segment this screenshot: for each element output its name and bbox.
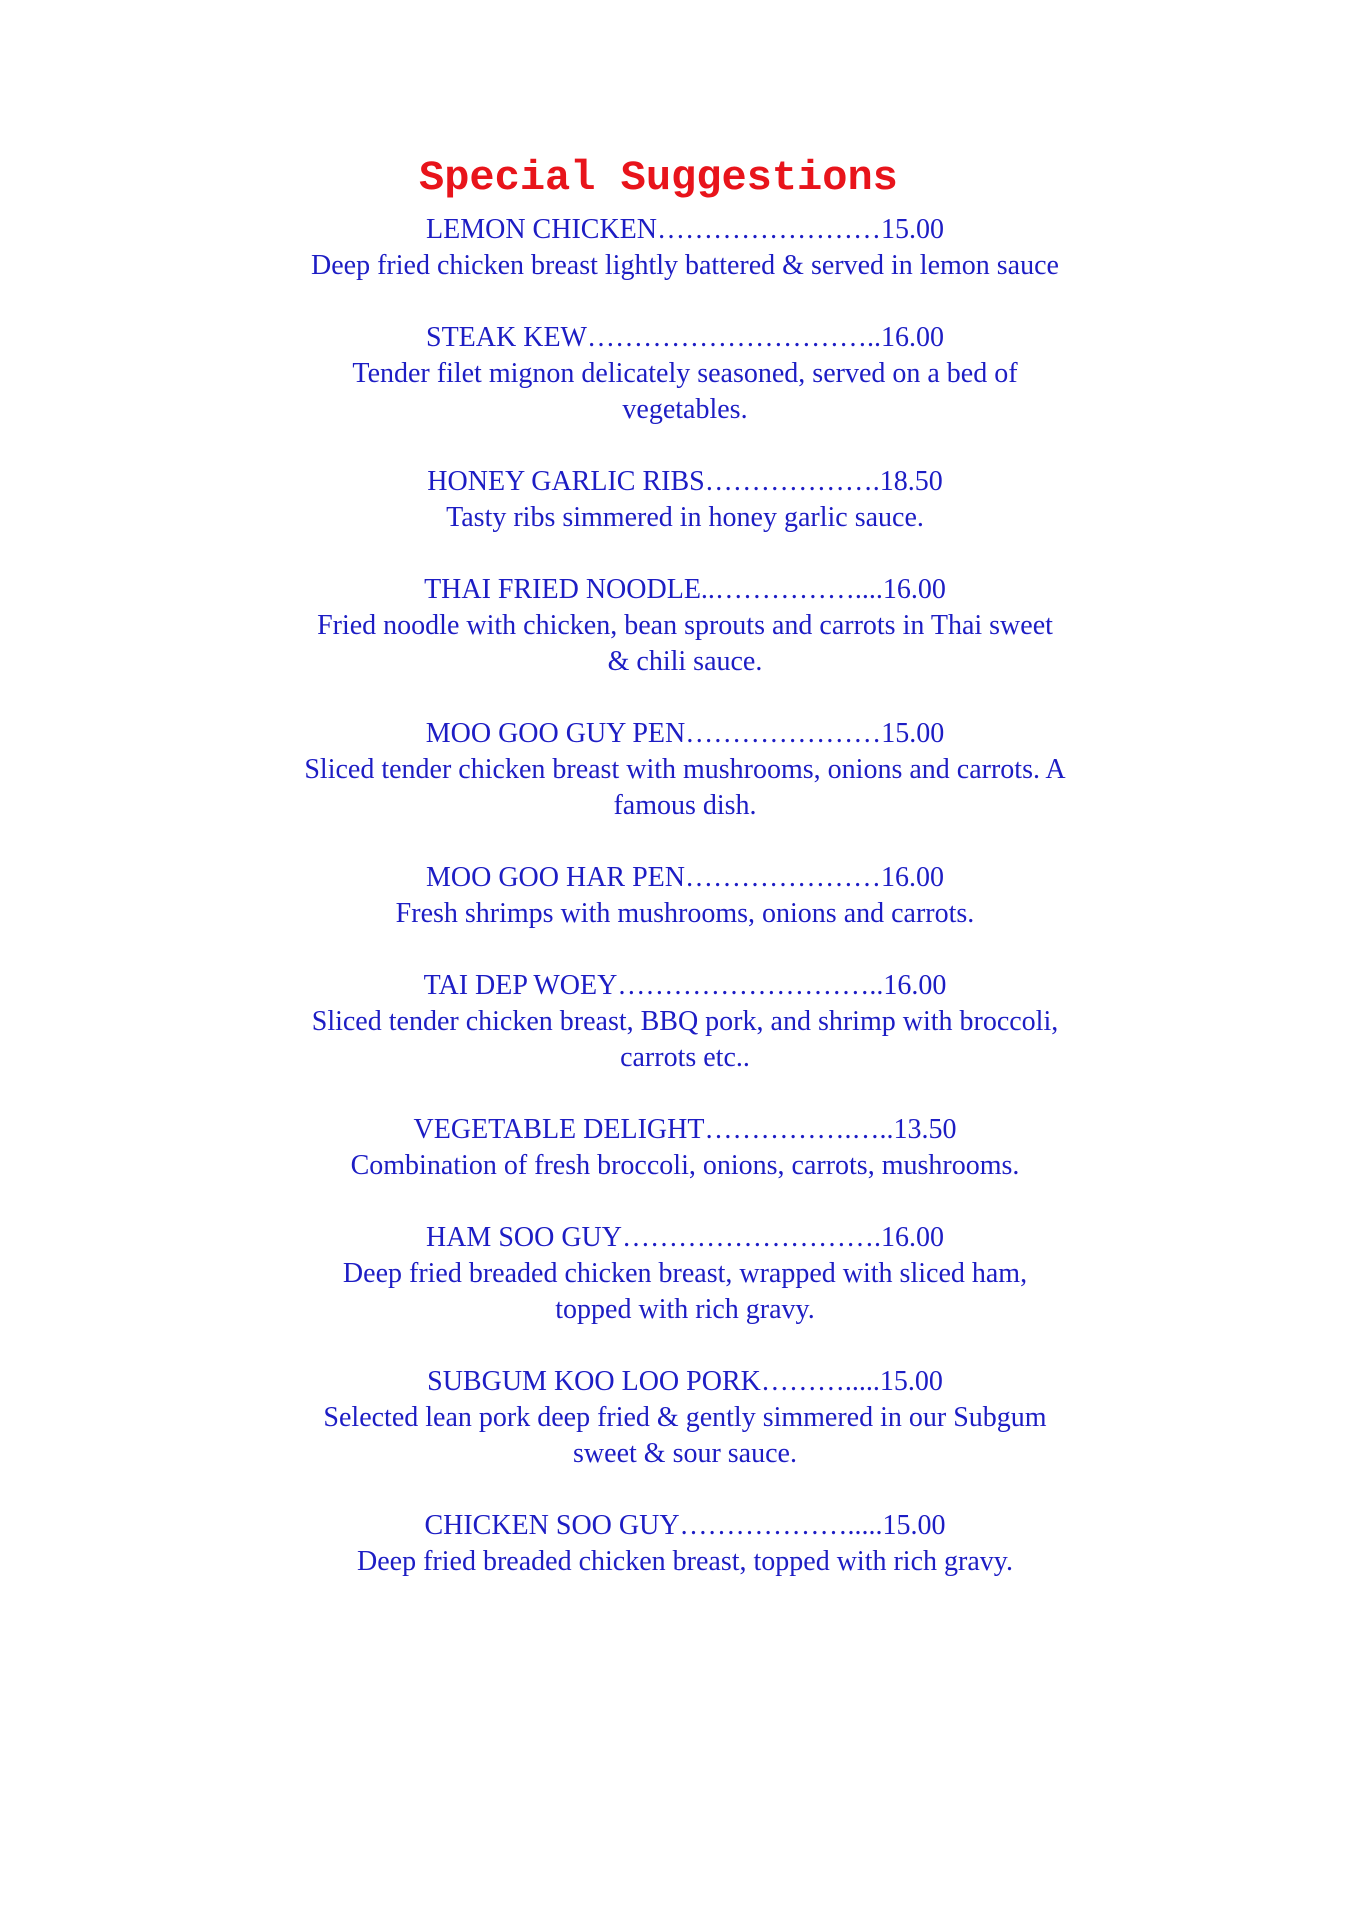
item-description: Sliced tender chicken breast with mushrooms, onions and carrots. A famous dish. xyxy=(304,754,1066,821)
item-name-price: HAM SOO GUY……………………….16.00 xyxy=(425,1222,944,1253)
menu-list xyxy=(304,212,1066,1616)
item-description: Selected lean pork deep fried & gently simmered in our Subgum sweet & sour sauce. xyxy=(323,1402,1047,1469)
item-description: Fried noodle with chicken, bean sprouts and carrots in Thai sweet & chili sauce. xyxy=(317,610,1053,677)
item-name-price: CHICKEN SOO GUY……………….....15.00 xyxy=(424,1510,946,1541)
item-description: Fresh shrimps with mushrooms, onions and carrots. xyxy=(395,898,975,929)
item-description: Deep fried breaded chicken breast, wrapped with sliced ham, topped with rich gravy. xyxy=(342,1258,1028,1325)
menu-item-thai-fried-noodle xyxy=(304,572,1066,680)
menu-item-chicken-soo-guy xyxy=(304,1508,1066,1580)
menu-item-moo-goo-guy-pen xyxy=(304,716,1066,824)
item-name-price: VEGETABLE DELIGHT…………….…..13.50 xyxy=(413,1114,957,1145)
item-description: Deep fried chicken breast lightly battered & served in lemon sauce xyxy=(311,250,1059,281)
item-name-price: STEAK KEW…………………………..16.00 xyxy=(426,322,944,353)
item-description: Tasty ribs simmered in honey garlic sauce. xyxy=(446,502,924,533)
menu-item-moo-goo-har-pen xyxy=(304,860,1066,932)
item-name-price: THAI FRIED NOODLE..……………....16.00 xyxy=(424,574,946,605)
menu-item-tai-dep-woey xyxy=(304,968,1066,1076)
menu-item-honey-garlic-ribs xyxy=(304,464,1066,536)
item-description: Tender filet mignon delicately seasoned, served on a bed of vegetables. xyxy=(352,358,1018,425)
menu-item-subgum-koo-loo-pork xyxy=(304,1364,1066,1472)
item-name-price: SUBGUM KOO LOO PORK……….....15.00 xyxy=(427,1366,943,1397)
item-name-price: MOO GOO GUY PEN…………………15.00 xyxy=(425,718,945,749)
menu-item-vegetable-delight xyxy=(304,1112,1066,1184)
item-description: Deep fried breaded chicken breast, topped with rich gravy. xyxy=(357,1546,1013,1577)
page-title: Special Suggestions xyxy=(419,154,898,202)
menu-item-steak-kew xyxy=(304,320,1066,428)
menu-item-ham-soo-guy xyxy=(304,1220,1066,1328)
item-name-price: LEMON CHICKEN……………………15.00 xyxy=(426,214,944,245)
item-name-price: MOO GOO HAR PEN…………………16.00 xyxy=(425,862,944,893)
item-description: Combination of fresh broccoli, onions, carrots, mushrooms. xyxy=(350,1150,1020,1181)
item-name-price: TAI DEP WOEY………………………..16.00 xyxy=(423,970,947,1001)
menu-item-lemon-chicken xyxy=(304,212,1066,284)
item-description: Sliced tender chicken breast, BBQ pork, and shrimp with broccoli, carrots etc.. xyxy=(311,1006,1059,1073)
item-name-price: HONEY GARLIC RIBS……………….18.50 xyxy=(427,466,943,497)
